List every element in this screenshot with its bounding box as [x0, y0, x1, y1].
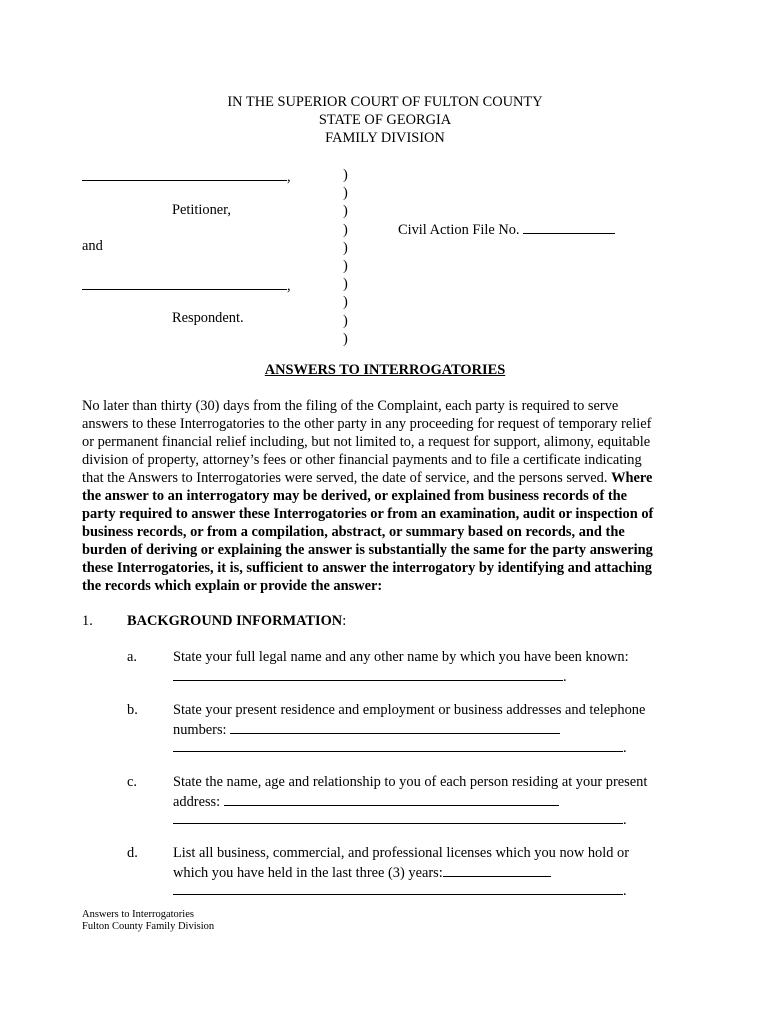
item-d-answer-blank-1[interactable]: [443, 862, 551, 877]
paren: ): [343, 221, 348, 238]
item-b-answer-blank-1[interactable]: [230, 719, 560, 734]
paren: ): [343, 276, 348, 293]
and-label: and: [82, 238, 103, 254]
section-heading-colon: :: [342, 613, 347, 629]
respondent-comma: ,: [287, 278, 291, 294]
intro-line: division of property, attorney’s fees or other financial payments and to file a certificate indicating: [82, 452, 642, 468]
section-number: 1.: [82, 613, 93, 629]
petitioner-comma: ,: [287, 169, 291, 185]
petitioner-label: Petitioner,: [172, 202, 231, 218]
intro-bold-line: business records, or from a compilation, abstract, or summary based on records, and the: [82, 524, 625, 540]
item-b-question: State your present residence and employment or business addresses and telephone: [173, 702, 646, 718]
intro-bold-line: party required to answer these Interrogatories or from an examination, audit or inspection of: [82, 506, 654, 522]
item-b-answer-blank-2[interactable]: [173, 737, 623, 752]
item-c-answer-field-1[interactable]: [173, 791, 559, 811]
caption-paren-column: [343, 166, 348, 348]
page-footer: [82, 909, 214, 933]
intro-bold-start: Where: [611, 470, 653, 486]
intro-line: or permanent financial relief including, but not limited to, a request for support, alimony, equitable: [82, 434, 651, 450]
item-a-answer-blank[interactable]: [173, 666, 563, 681]
section-heading-text: BACKGROUND INFORMATION: [127, 613, 343, 629]
intro-line: [82, 469, 692, 487]
item-d-question-cont: which you have held in the last three (3) years:: [173, 865, 443, 881]
item-d-answer-blank-2[interactable]: [173, 880, 623, 895]
intro-line-text: that the Answers to Interrogatories were served, the date of service, and the persons served.: [82, 470, 612, 486]
state-name: STATE OF GEORGIA: [318, 112, 452, 128]
paren: ): [343, 239, 348, 256]
item-a-period: .: [563, 669, 567, 685]
paren: ): [343, 167, 348, 183]
item-d-period: .: [623, 883, 627, 899]
civil-action-field[interactable]: [398, 219, 615, 239]
item-c-question-cont: address:: [173, 794, 221, 810]
footer-division: Fulton County Family Division: [82, 921, 215, 932]
item-c-answer-field-2[interactable]: [173, 809, 627, 829]
item-b-period: .: [623, 740, 627, 756]
court-name: IN THE SUPERIOR COURT OF FULTON COUNTY: [227, 94, 543, 110]
paren: ): [343, 185, 348, 202]
intro-bold-line: the answer to an interrogatory may be derived, or explained from business records of the: [82, 488, 628, 504]
item-c-period: .: [623, 812, 627, 828]
document-title: ANSWERS TO INTERROGATORIES: [264, 362, 506, 378]
item-d-answer-field-1[interactable]: [173, 862, 551, 882]
footer-doc-title: Answers to Interrogatories: [82, 909, 194, 920]
petitioner-name-field[interactable]: [82, 166, 291, 186]
item-d-letter: d.: [127, 845, 138, 861]
intro-bold-line: the records which explain or provide the answer:: [82, 578, 383, 594]
intro-line: answers to these Interrogatories to the other party in any proceeding for request of temporary relief: [82, 416, 652, 432]
division-name: FAMILY DIVISION: [325, 130, 445, 146]
item-c-answer-blank-1[interactable]: [224, 791, 559, 806]
paren: ): [343, 203, 348, 220]
item-b-letter: b.: [127, 702, 138, 718]
civil-action-label: Civil Action File No.: [398, 222, 520, 238]
item-c-answer-blank-2[interactable]: [173, 809, 623, 824]
item-b-answer-field-1[interactable]: [173, 719, 560, 739]
civil-action-number-blank[interactable]: [523, 219, 615, 234]
item-a-letter: a.: [127, 649, 137, 665]
intro-bold-line: burden of deriving or explaining the answer is substantially the same for the party answering: [82, 542, 653, 558]
court-header: [0, 93, 770, 147]
paren: ): [343, 258, 348, 275]
paren: ): [343, 330, 348, 347]
item-c-question: State the name, age and relationship to you of each person residing at your present: [173, 774, 648, 790]
item-b-question-cont: numbers:: [173, 722, 227, 738]
respondent-name-blank[interactable]: [82, 275, 287, 290]
intro-line: No later than thirty (30) days from the filing of the Complaint, each party is required to serve: [82, 398, 619, 414]
item-a-question: State your full legal name and any other name by which you have been known:: [173, 649, 629, 665]
item-d-answer-field-2[interactable]: [173, 880, 627, 900]
item-b-answer-field-2[interactable]: [173, 737, 627, 757]
respondent-label: Respondent.: [172, 310, 244, 326]
paren: ): [343, 312, 348, 329]
item-a-answer-field[interactable]: [173, 666, 567, 686]
intro-paragraph: [82, 397, 692, 595]
paren: ): [343, 294, 348, 311]
item-d-question: List all business, commercial, and professional licenses which you now hold or: [173, 845, 630, 861]
petitioner-name-blank[interactable]: [82, 166, 287, 181]
respondent-name-field[interactable]: [82, 275, 291, 295]
section-heading: [127, 612, 346, 630]
intro-bold-line: these Interrogatories, it is, sufficient to answer the interrogatory by identifying and attaching: [82, 560, 652, 576]
item-c-letter: c.: [127, 774, 137, 790]
